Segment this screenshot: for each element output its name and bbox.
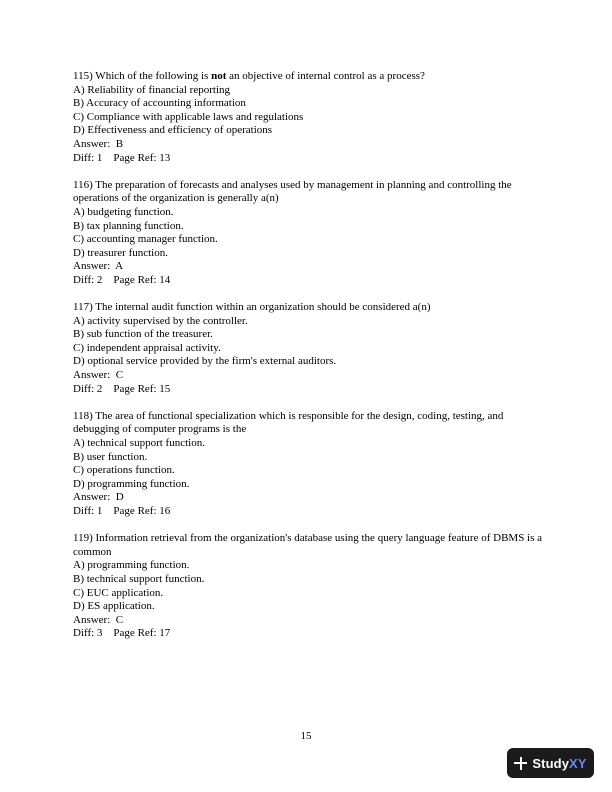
option-b: B) Accuracy of accounting information bbox=[73, 97, 246, 110]
question-118 bbox=[73, 410, 543, 519]
option-b: B) technical support function. bbox=[73, 572, 205, 585]
option-a: A) technical support function. bbox=[73, 437, 205, 450]
brand-logo-text: StudyXY bbox=[532, 755, 587, 771]
answer-line: Answer: A bbox=[73, 260, 124, 273]
option-c: C) independent appraisal activity. bbox=[73, 341, 221, 354]
option-b: B) sub function of the treasurer. bbox=[73, 328, 213, 341]
studyxy-watermark-badge[interactable] bbox=[507, 748, 594, 778]
question-117 bbox=[73, 301, 543, 396]
question-stem: 119) Information retrieval from the organization's database using the query language feature of DBMS is a common bbox=[73, 532, 543, 558]
emphasis-text: not bbox=[211, 70, 227, 82]
question-115 bbox=[73, 70, 543, 165]
question-stem: 116) The preparation of forecasts and analyses used by management in planning and controlling the operations of the organization is generally a(n) bbox=[73, 178, 512, 205]
difficulty-line: Diff: 3 Page Ref: 17 bbox=[73, 627, 171, 640]
difficulty-line: Diff: 1 Page Ref: 16 bbox=[73, 505, 171, 517]
option-d: D) ES application. bbox=[73, 600, 155, 613]
option-c: C) Compliance with applicable laws and regulations bbox=[73, 110, 304, 123]
option-d: D) programming function. bbox=[73, 477, 190, 490]
question-119 bbox=[73, 532, 543, 641]
question-stem: 115) Which of the following is not an objective of internal control as a process? bbox=[73, 70, 425, 82]
question-list bbox=[73, 70, 543, 655]
plus-icon bbox=[514, 757, 527, 770]
question-stem: 117) The internal audit function within an organization should be considered a(n) bbox=[73, 301, 431, 314]
difficulty-line: Diff: 2 Page Ref: 14 bbox=[73, 273, 171, 286]
answer-line: Answer: C bbox=[73, 369, 124, 382]
option-d: D) treasurer function. bbox=[73, 246, 168, 259]
page-number: 15 bbox=[300, 730, 312, 742]
option-a: A) programming function. bbox=[73, 559, 190, 572]
option-a: A) budgeting function. bbox=[73, 205, 174, 218]
option-d: D) Effectiveness and efficiency of operations bbox=[73, 124, 273, 137]
option-a: A) activity supervised by the controller. bbox=[73, 314, 248, 327]
question-116 bbox=[73, 179, 543, 288]
answer-line: Answer: C bbox=[73, 613, 124, 626]
option-b: B) tax planning function. bbox=[73, 219, 184, 232]
difficulty-line: Diff: 1 Page Ref: 13 bbox=[73, 151, 171, 164]
option-c: C) operations function. bbox=[73, 464, 175, 477]
question-stem: 118) The area of functional specialization which is responsible for the design, coding, testing, and debugging of computer programs is the bbox=[73, 409, 504, 436]
option-d: D) optional service provided by the firm's external auditors. bbox=[73, 355, 337, 368]
answer-line: Answer: D bbox=[73, 491, 124, 504]
answer-line: Answer: B bbox=[73, 137, 124, 150]
option-c: C) EUC application. bbox=[73, 586, 164, 599]
option-a: A) Reliability of financial reporting bbox=[73, 83, 231, 96]
option-b: B) user function. bbox=[73, 450, 148, 463]
difficulty-line: Diff: 2 Page Ref: 15 bbox=[73, 382, 171, 395]
option-c: C) accounting manager function. bbox=[73, 233, 218, 246]
